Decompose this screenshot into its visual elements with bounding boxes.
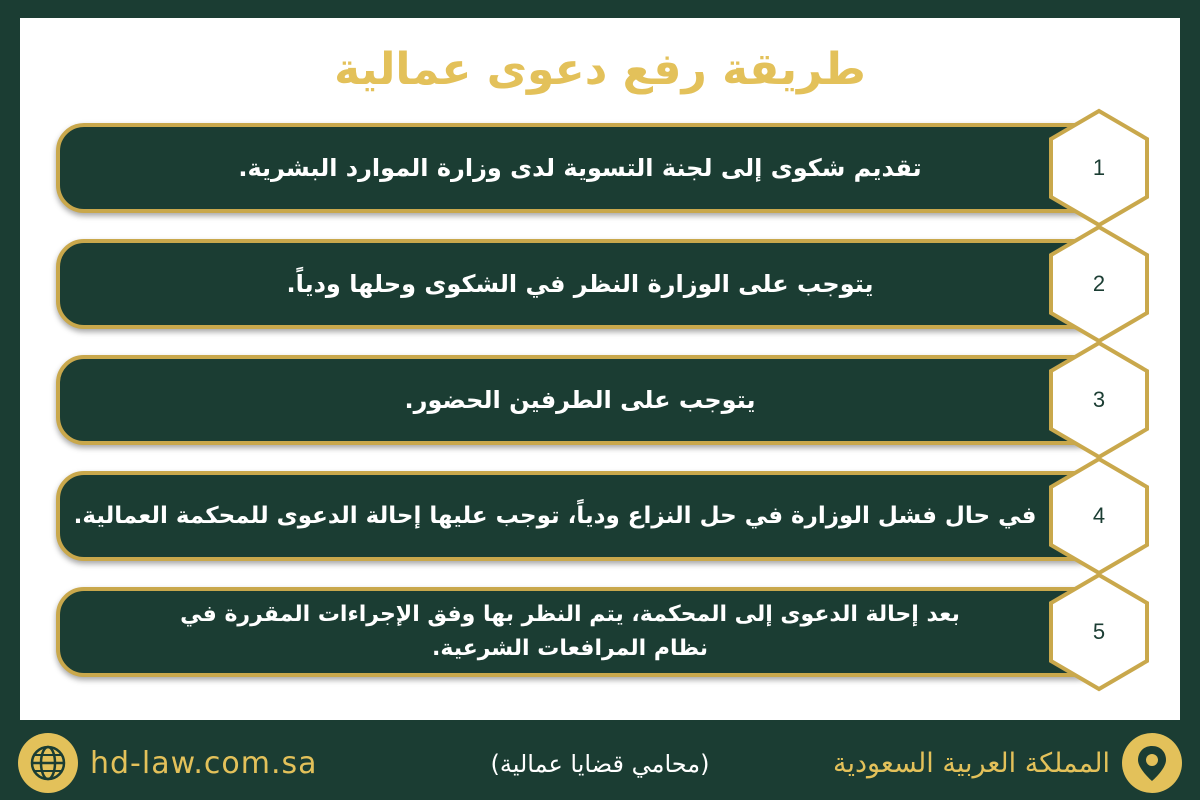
country-label: المملكة العربية السعودية (832, 748, 1110, 779)
step-5 (56, 587, 1106, 677)
step-5-number-badge (1047, 572, 1151, 692)
step-3 (56, 355, 1106, 445)
step-4-number: 4 (1092, 503, 1106, 528)
step-2-number-badge (1047, 224, 1151, 344)
page-title: طريقة رفع دعوى عمالية (334, 44, 866, 95)
location-pin-icon (1122, 733, 1182, 793)
step-1-text: تقديم شكوى إلى لجنة التسوية لدى وزارة الموارد البشرية. (238, 154, 922, 182)
step-1 (56, 123, 1106, 213)
step-3-number-badge (1047, 340, 1151, 460)
step-4-number-badge (1047, 456, 1151, 576)
globe-icon (18, 733, 78, 793)
step-2-number: 2 (1092, 271, 1106, 296)
step-2-text: يتوجب على الوزارة النظر في الشكوى وحلها ودياً. (286, 270, 874, 298)
step-5-number: 5 (1092, 619, 1106, 644)
step-2 (56, 239, 1106, 329)
step-1-number-badge (1047, 108, 1151, 228)
step-3-text: يتوجب على الطرفين الحضور. (404, 386, 756, 414)
lawyer-type-label: (محامي قضايا عمالية) (490, 750, 710, 778)
step-3-number: 3 (1092, 387, 1106, 412)
step-1-number: 1 (1092, 155, 1106, 180)
step-5-text: بعد إحالة الدعوى إلى المحكمة، يتم النظر بها وفق الإجراءات المقررة في نظام المرافعات الشرعية. (180, 602, 960, 661)
step-4 (56, 471, 1106, 561)
step-4-text: في حال فشل الوزارة في حل النزاع ودياً، توجب عليها إحالة الدعوى للمحكمة العمالية. (73, 503, 1037, 529)
website-link[interactable]: hd-law.com.sa (90, 746, 318, 781)
